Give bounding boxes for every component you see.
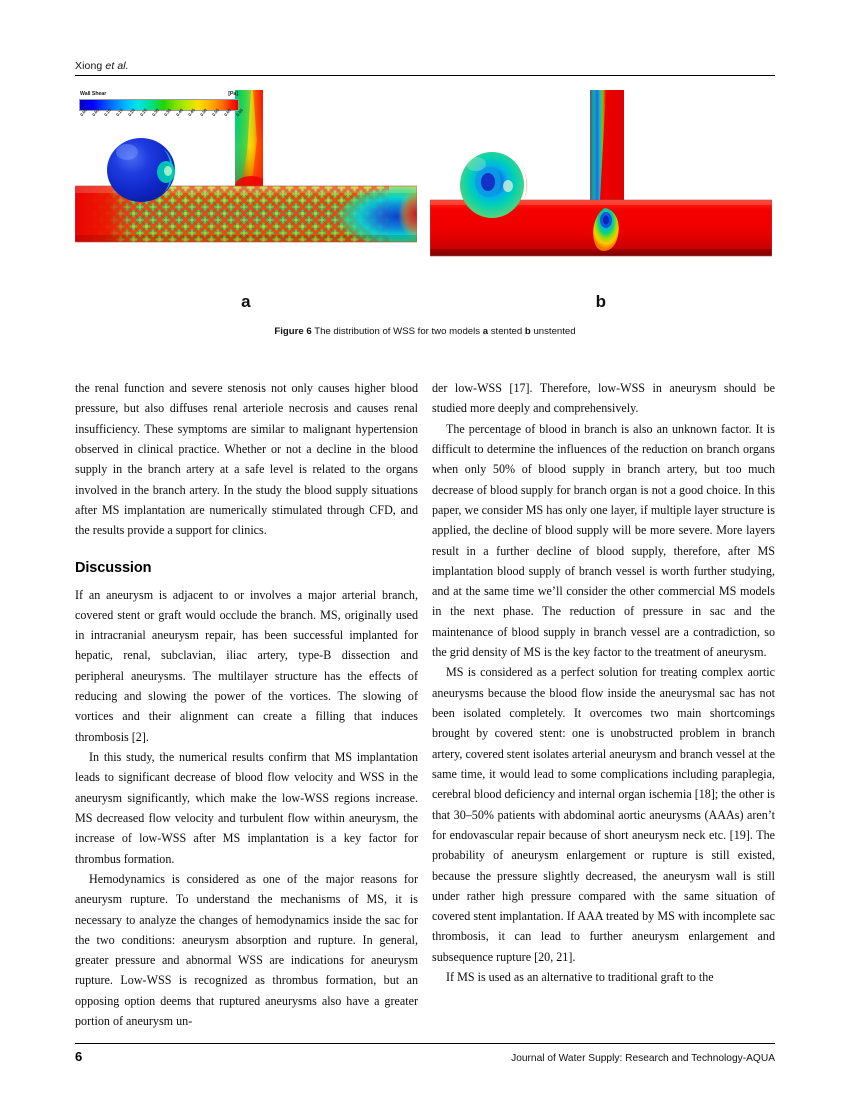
left-paragraph-3: In this study, the numerical results confirm that MS implantation leads to significant decrease of blood flow velocity and WSS in the aneurysm significantly, which make the low-WSS regions increase. MS decreased flow velocity and turbulent flow within aneurysm, the increase of low-WSS after MS implantation is a key factor for thrombus formation. [75, 750, 418, 866]
running-head-author: Xiong [75, 60, 103, 72]
figure-caption-text-1: The distribution of WSS for two models [314, 326, 481, 337]
running-head-text [75, 60, 775, 75]
figure-caption-text-3: unstented [533, 326, 576, 337]
journal-name: Journal of Water Supply: Research and Technology-AQUA [511, 1053, 775, 1064]
figure-panel-a-label: a [241, 292, 251, 311]
running-head [75, 60, 775, 76]
legend-tick: 0.65 [235, 107, 244, 118]
legend-title: Wall Shear [80, 91, 107, 97]
right-column [432, 378, 775, 1028]
legend-header-row [79, 92, 239, 97]
legend-tick: 0.15 [115, 107, 124, 118]
figure-panel-a-stented [75, 90, 417, 312]
legend-units: [Pa] [228, 91, 238, 97]
left-column [75, 378, 418, 1028]
figure-panel-b-unstented [430, 90, 772, 312]
legend-tick: 0.45 [187, 107, 196, 118]
page-footer [75, 1043, 775, 1064]
left-paragraph-2: If an aneurysm is adjacent to or involves a major arterial branch, covered stent or graft would occlude the branch. MS, originally used in intracranial aneurysm repair, has been successful implanted for hepatic, renal, subclavian, iliac artery, type-B dissection and peripheral aneurysms. The multilayer structure has the effects of reducing and slowing the power of the vortices. The slowing of vortices and their alignment can create a filling that induces thrombosis [2]. [75, 587, 418, 744]
left-paragraph-4: Hemodynamics is considered as one of the major reasons for aneurysm rupture. To understand the mechanisms of MS, it is necessary to analyze the changes of hemodynamics inside the sac for the two conditions: aneurysm absorption and rupture. In general, greater pressure and abnormal WSS are indications for aneurysm rupture. Low-WSS is recognized as thrombus formation, but an opposing option deems that ruptured aneurysms also have a greater portion of aneurysm un- [75, 871, 418, 1029]
left-paragraph-1: the renal function and severe stenosis not only causes higher blood pressure, but also diffuses renal arteriole necrosis and causes renal insufficiency. These symptoms are similar to malignant hypertension observed in clinical practice. Whether or not a decline in the blood supply in the branch artery at a safe level is related to the organs involved in the branch artery. In the study the blood supply situations after MS implantation are numerically stimulated through CFD, and the results provide a support for clinics. [75, 381, 418, 538]
legend-tick: 0.40 [175, 107, 184, 118]
figure-caption [75, 326, 775, 339]
wss-colorbar-legend [79, 91, 244, 130]
right-paragraph-2: The percentage of blood in branch is also an unknown factor. It is difficult to determine the influences of the reduction on branch organs when only 50% of blood supply in branch artery, but too much decrease of blood supply for branch organ is not a good choice. In this paper, we consider MS has only one layer, if multiple layer structure is applied, the decline of blood supply will be more severe. More layers result in a further decline of blood supply, therefore, after MS implantation blood supply of branch vessel is worth further studying, and at the same time we’ll consider the other commercial MS models in the next phase. The reduction of pressure in sac and the maintenance of blood supply in branch vessel are a contradiction, so the grid density of MS is the key factor to the treatment of aneurysm. [432, 421, 775, 660]
right-paragraph-3: MS is considered as a perfect solution for treating complex aortic aneurysms because the blood flow inside the aneurysmal sac has not been isolated completely. It overcomes two main shortcomings brought by covered stent: one is unobstructed problem in branch artery, covered stent isolates arterial aneurysm and branch vessel at the same time, it would lead to some complications including paraplegia, cerebral blood deficiency and internal organ ischemia [18]; the other is that 30–50% patients with abdominal aortic aneurysms (AAAs) aren’t for endovascular repair because of short aneurysm neck etc. [19]. The probability of aneurysm enlargement or rupture is still existed, because the pressure slightly decreased, the aneurysm wall is still under rather high pressure compared with the same situation of covered stent implantation. If AAA treated by MS with incomplete sac thrombosis, it can lead to further aneurysm enlargement and subsequence rupture [20, 21]. [432, 665, 775, 964]
legend-tick: 0.30 [151, 107, 160, 118]
page-number: 6 [75, 1049, 83, 1064]
unstented-vessel-illustration [430, 90, 772, 290]
figure-caption-text-2: stented [490, 326, 523, 337]
legend-tick: 0.00 [79, 107, 88, 118]
aneurysm-sphere-a [107, 138, 175, 202]
legend-tick: 0.20 [127, 107, 136, 118]
figure-6 [75, 90, 775, 339]
running-head-etal: et al. [105, 60, 129, 72]
legend-tick: 0.35 [163, 107, 172, 118]
discussion-heading: Discussion [75, 559, 152, 576]
legend-tick-labels [79, 107, 244, 130]
right-paragraph-4: If MS is used as an alternative to traditional graft to the [446, 970, 714, 985]
figure-panel-b-label: b [595, 292, 607, 311]
legend-tick: 0.25 [139, 107, 148, 118]
legend-tick: 0.55 [211, 107, 220, 118]
legend-tick: 0.60 [223, 107, 232, 118]
header-rule [75, 75, 775, 76]
legend-tick: 0.50 [199, 107, 208, 118]
footer-row [75, 1049, 775, 1064]
legend-tick: 0.10 [103, 107, 112, 118]
figure-caption-number: Figure 6 [274, 326, 312, 337]
right-paragraph-1: der low-WSS [17]. Therefore, low-WSS in aneurysm should be studied more deeply and comprehensively. [432, 381, 775, 416]
figure-caption-mark-a: a [482, 326, 489, 337]
figure-panels [75, 90, 775, 312]
body-columns [75, 378, 775, 1028]
figure-caption-mark-b: b [524, 326, 531, 337]
footer-rule [75, 1043, 775, 1044]
legend-tick: 0.05 [91, 107, 100, 118]
